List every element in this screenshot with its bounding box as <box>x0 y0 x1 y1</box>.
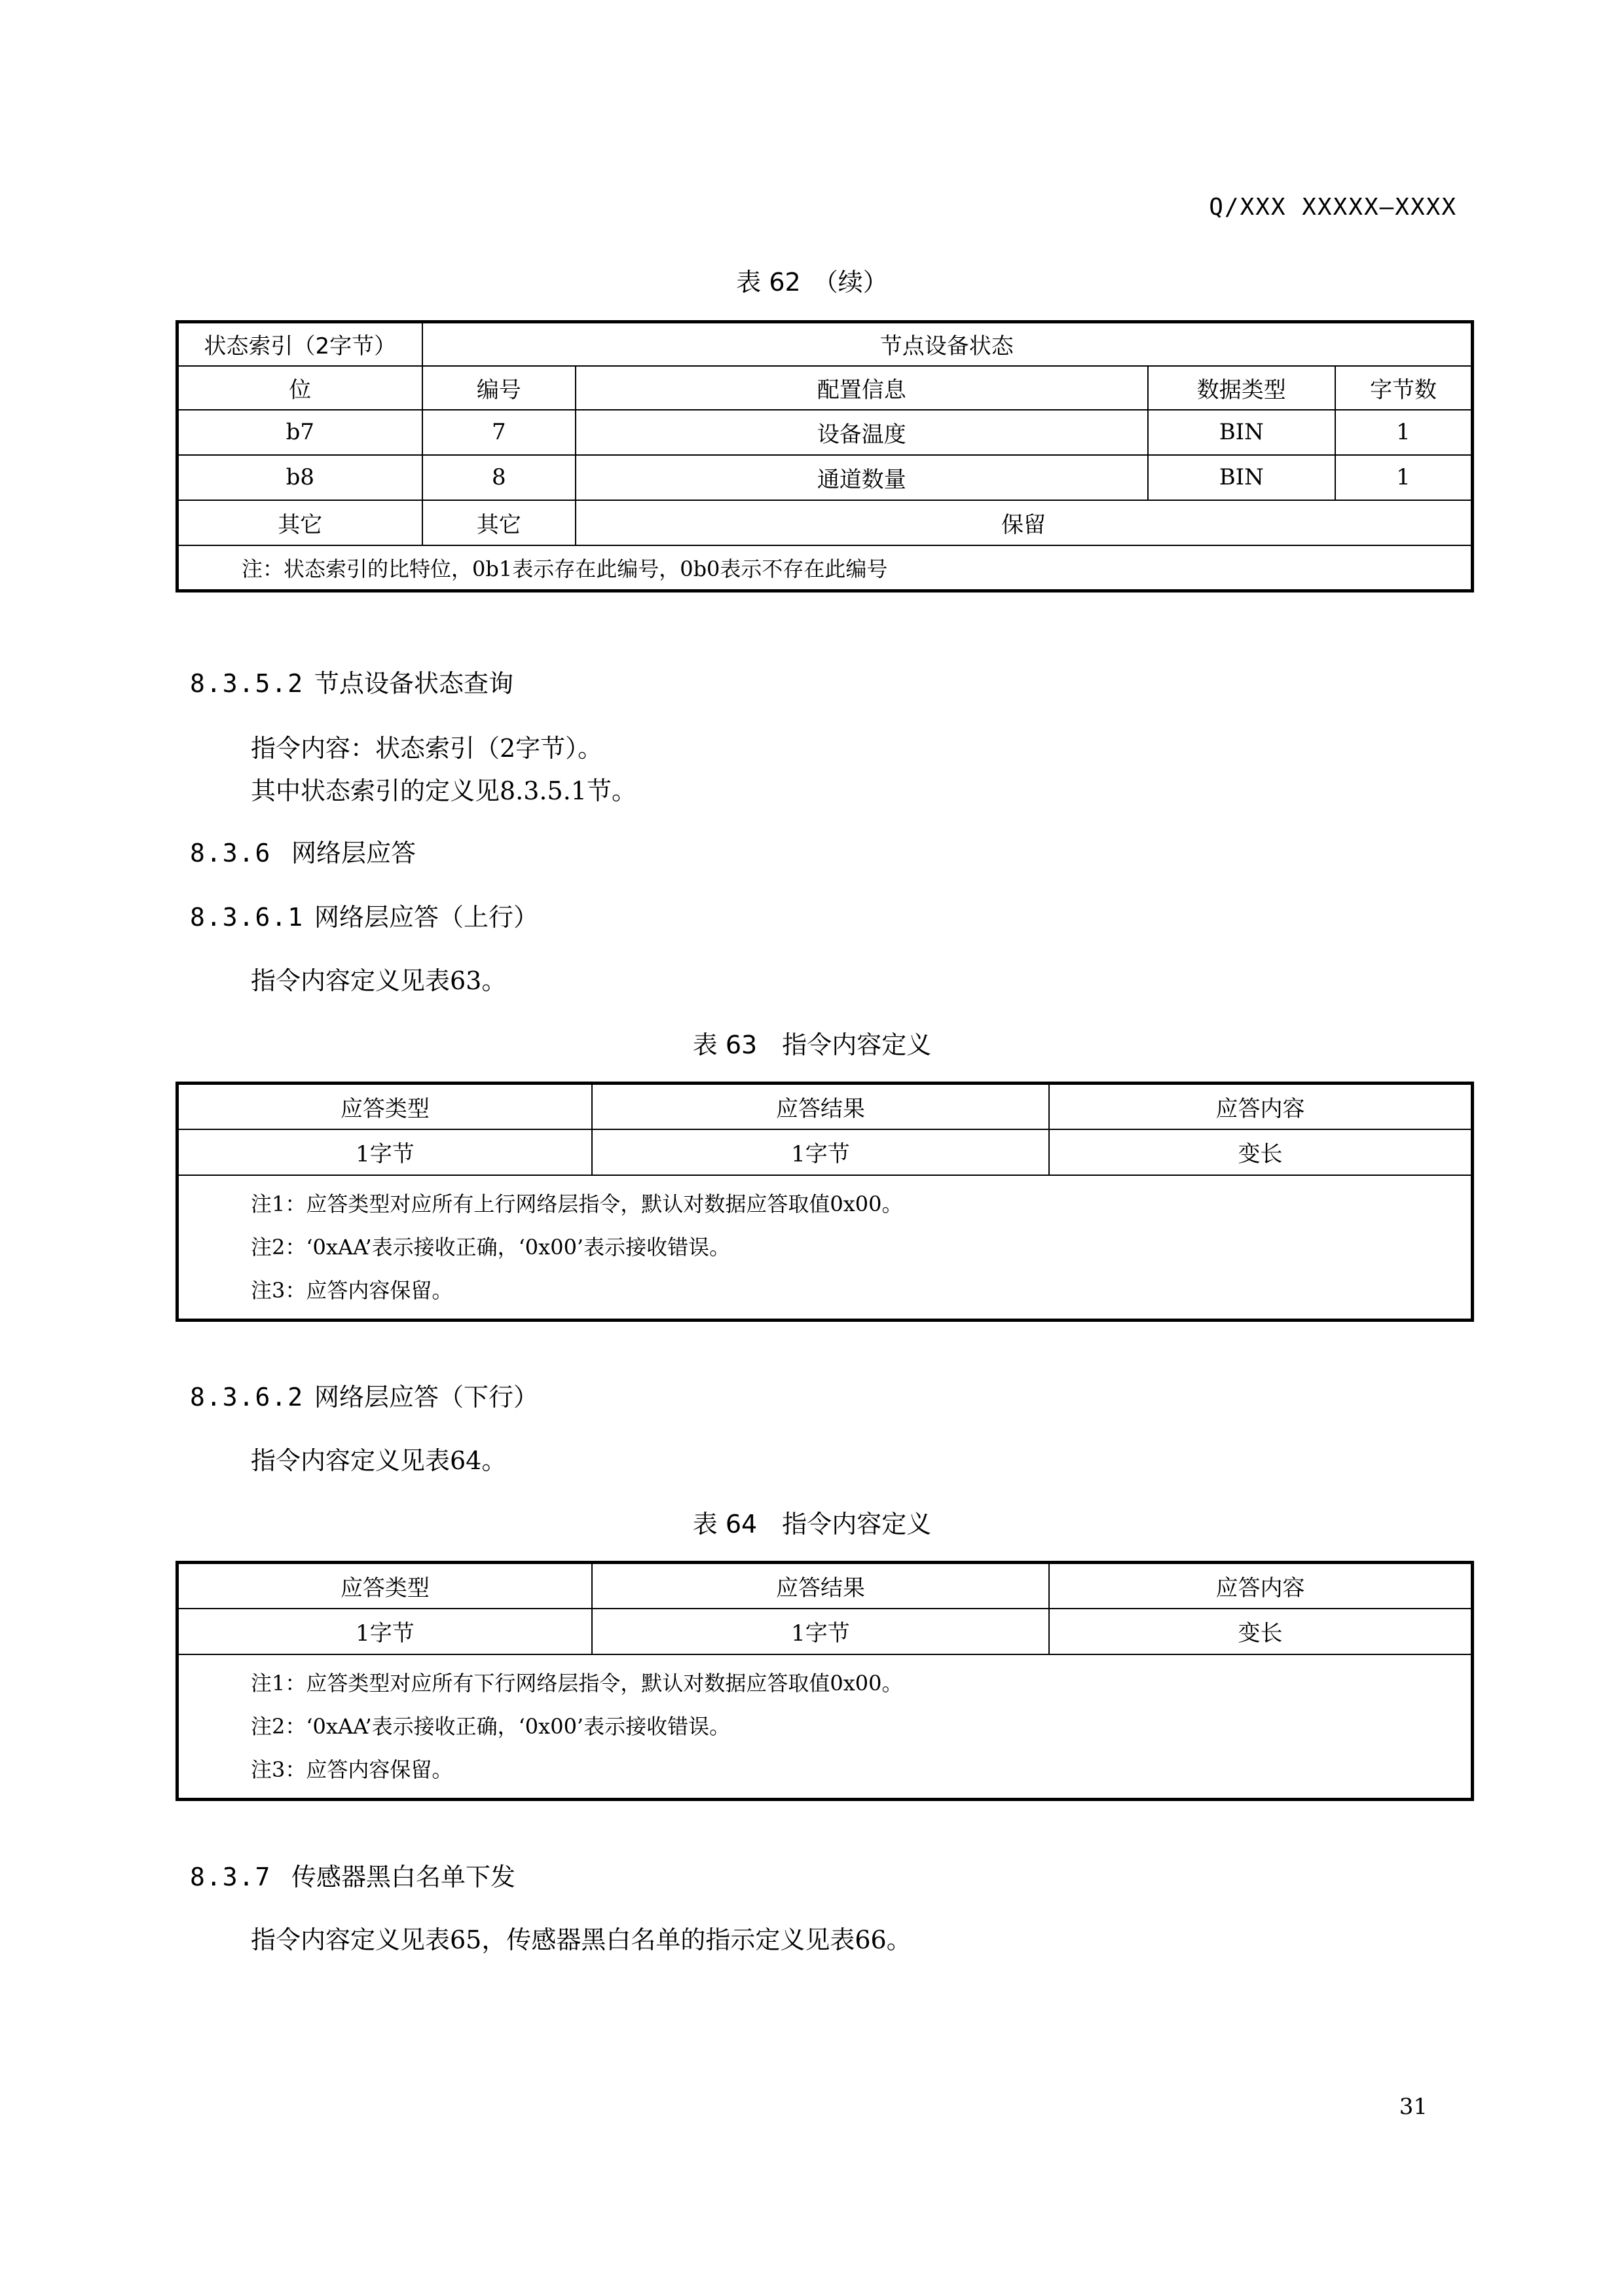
table-64 <box>175 1561 1474 1801</box>
table-notes-row <box>177 1654 1473 1800</box>
section-heading-8-3-6-1 <box>190 897 538 933</box>
paragraph: 指令内容定义见表65，传感器黑白名单的指示定义见表66。 <box>251 1925 912 1954</box>
column-header: 应答内容 <box>1049 1563 1472 1609</box>
table-notes-row <box>177 1175 1473 1321</box>
table-cell: 1字节 <box>592 1129 1049 1175</box>
table-cell: 1 <box>1335 410 1473 455</box>
table-cell: 1字节 <box>177 1609 592 1654</box>
table-cell: 设备温度 <box>576 410 1148 455</box>
table-62 <box>175 320 1474 592</box>
paragraph: 指令内容定义见表64。 <box>251 1446 507 1475</box>
table-cell-group-label: 节点设备状态 <box>422 322 1473 366</box>
table-cell: 保留 <box>576 500 1472 545</box>
table-note: 注3：应答内容保留。 <box>251 1277 453 1303</box>
table-note: 注2：‘0xAA’表示接收正确，‘0x00’表示接收错误。 <box>251 1713 731 1739</box>
document-code: Q/XXX XXXXX—XXXX <box>1209 194 1457 221</box>
table-cell: 其它 <box>422 500 576 545</box>
table-header-row <box>177 1084 1473 1129</box>
column-header: 编号 <box>422 366 576 410</box>
section-title: 节点设备状态查询 <box>314 669 514 698</box>
table-note: 注2：‘0xAA’表示接收正确，‘0x00’表示接收错误。 <box>251 1234 731 1260</box>
table-note: 注：状态索引的比特位，0b1表示存在此编号，0b0表示不存在此编号 <box>177 545 1473 591</box>
table-row <box>177 1609 1473 1654</box>
column-header: 应答类型 <box>177 1084 592 1129</box>
paragraph: 指令内容定义见表63。 <box>251 966 507 995</box>
table-notes <box>177 1175 1473 1321</box>
section-heading-8-3-6 <box>190 833 416 869</box>
column-header: 字节数 <box>1335 366 1473 410</box>
table-cell: 变长 <box>1049 1609 1472 1654</box>
table-cell: 变长 <box>1049 1129 1472 1175</box>
column-header: 应答结果 <box>592 1084 1049 1129</box>
column-header: 应答内容 <box>1049 1084 1472 1129</box>
table-64-caption: 表 64 指令内容定义 <box>692 1510 932 1539</box>
section-number: 8.3.6 <box>190 839 272 867</box>
section-number: 8.3.6.1 <box>190 903 304 932</box>
table-row <box>177 322 1473 366</box>
table-note: 注1：应答类型对应所有上行网络层指令，默认对数据应答取值0x00。 <box>251 1191 903 1216</box>
table-cell: 8 <box>422 455 576 500</box>
table-cell: 1 <box>1335 455 1473 500</box>
section-title: 传感器黑白名单下发 <box>291 1863 516 1891</box>
paragraph: 其中状态索引的定义见8.3.5.1节。 <box>251 776 637 805</box>
page-number: 31 <box>1399 2094 1428 2120</box>
section-number: 8.3.6.2 <box>190 1383 304 1412</box>
column-header: 应答类型 <box>177 1563 592 1609</box>
column-header: 配置信息 <box>576 366 1148 410</box>
table-note: 注3：应答内容保留。 <box>251 1757 453 1782</box>
section-heading-8-3-5-2 <box>190 663 513 699</box>
table-row <box>177 410 1473 455</box>
table-header-row <box>177 1563 1473 1609</box>
section-title: 网络层应答 <box>291 839 416 867</box>
section-title: 网络层应答（下行） <box>314 1383 539 1412</box>
table-cell-index-label: 状态索引（2字节） <box>177 322 422 366</box>
table-header-row <box>177 366 1473 410</box>
table-notes <box>177 1654 1473 1800</box>
table-cell: 1字节 <box>592 1609 1049 1654</box>
table-note-row <box>177 545 1473 591</box>
table-row <box>177 1129 1473 1175</box>
column-header: 数据类型 <box>1148 366 1335 410</box>
section-number: 8.3.5.2 <box>190 669 304 698</box>
table-63 <box>175 1082 1474 1322</box>
table-cell: 其它 <box>177 500 422 545</box>
paragraph: 指令内容：状态索引（2字节）。 <box>251 734 603 763</box>
section-heading-8-3-6-2 <box>190 1377 538 1413</box>
section-title: 网络层应答（上行） <box>314 903 539 932</box>
table-cell: BIN <box>1148 455 1335 500</box>
table-note: 注1：应答类型对应所有下行网络层指令，默认对数据应答取值0x00。 <box>251 1670 903 1696</box>
column-header: 位 <box>177 366 422 410</box>
table-row <box>177 500 1473 545</box>
table-cell: b7 <box>177 410 422 455</box>
table-cell: b8 <box>177 455 422 500</box>
section-number: 8.3.7 <box>190 1863 272 1891</box>
section-heading-8-3-7 <box>190 1857 515 1893</box>
column-header: 应答结果 <box>592 1563 1049 1609</box>
table-63-caption: 表 63 指令内容定义 <box>692 1030 932 1059</box>
table-row <box>177 455 1473 500</box>
table-cell: 1字节 <box>177 1129 592 1175</box>
table-cell: 通道数量 <box>576 455 1148 500</box>
table-cell: BIN <box>1148 410 1335 455</box>
table-62-caption: 表 62 （续） <box>736 268 888 297</box>
table-cell: 7 <box>422 410 576 455</box>
